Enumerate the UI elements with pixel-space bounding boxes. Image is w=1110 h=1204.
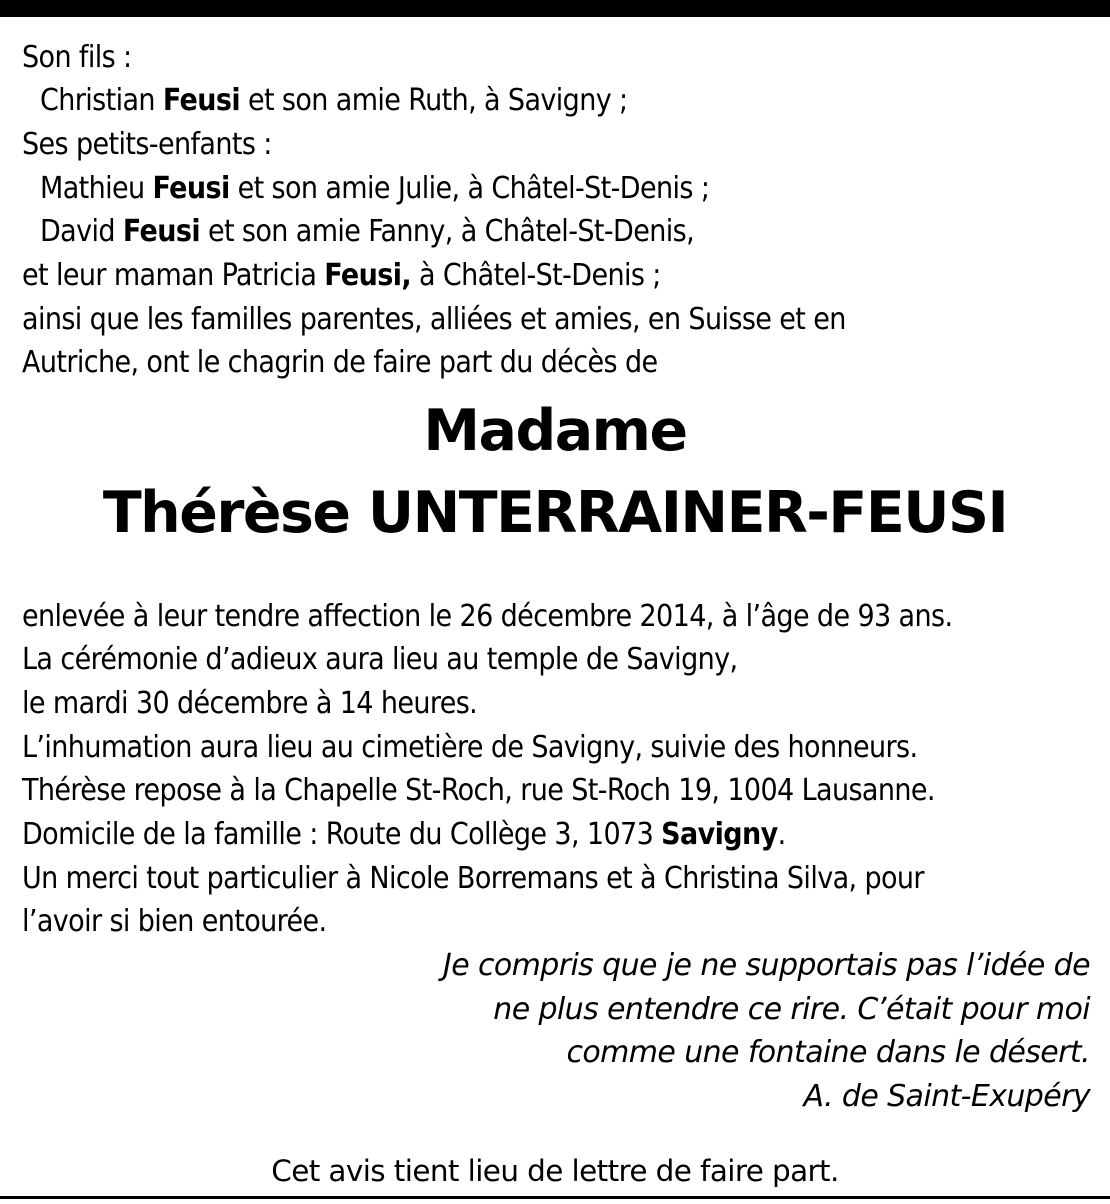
relatives-line-2: Autriche, ont le chagrin de faire part du décès de	[22, 345, 658, 380]
details-line-8: l’avoir si bien entourée.	[22, 904, 327, 939]
son-first-name: Christian	[40, 83, 163, 118]
top-border-bar	[0, 0, 1110, 17]
grandchild-entry-mathieu: Mathieu Feusi et son amie Julie, à Châtel-St-Denis ;	[40, 171, 710, 206]
grandchildren-heading: Ses petits-enfants :	[22, 127, 272, 162]
quote-line-1: Je compris que je ne supportais pas l’idée de	[442, 948, 1090, 983]
son-rest: et son amie Ruth, à Savigny ;	[240, 83, 628, 118]
quote-line-2: ne plus entendre ce rire. C’était pour moi	[493, 992, 1090, 1027]
grandchild-entry-david: David Feusi et son amie Fanny, à Châtel-St-Denis,	[40, 214, 695, 249]
footer-note: Cet avis tient lieu de lettre de faire part.	[271, 1154, 839, 1188]
son-heading: Son fils :	[22, 40, 132, 75]
bottom-border-rule	[0, 1196, 1110, 1199]
mother-entry: et leur maman Patricia Feusi, à Châtel-St-Denis ;	[22, 258, 661, 293]
deceased-salutation: Madame	[423, 398, 687, 464]
deceased-name: Thérèse UNTERRAINER-FEUSI	[102, 480, 1008, 546]
savigny-bold: Savigny	[661, 817, 778, 852]
details-line-4: L’inhumation aura lieu au cimetière de Savigny, suivie des honneurs.	[22, 730, 918, 765]
details-line-6: Domicile de la famille : Route du Collège 3, 1073 Savigny.	[22, 817, 786, 852]
son-last-name: Feusi	[162, 83, 240, 118]
quote-line-3: comme une fontaine dans le désert.	[566, 1035, 1090, 1070]
details-line-2: La cérémonie d’adieux aura lieu au temple de Savigny,	[22, 642, 738, 677]
relatives-line-1: ainsi que les familles parentes, alliées et amies, en Suisse et en	[22, 302, 846, 337]
quote-author: A. de Saint-Exupéry	[803, 1079, 1090, 1114]
details-line-1: enlevée à leur tendre affection le 26 décembre 2014, à l’âge de 93 ans.	[22, 599, 953, 634]
details-line-5: Thérèse repose à la Chapelle St-Roch, rue St-Roch 19, 1004 Lausanne.	[22, 773, 935, 808]
details-line-3: le mardi 30 décembre à 14 heures.	[22, 686, 478, 721]
details-line-7: Un merci tout particulier à Nicole Borremans et à Christina Silva, pour	[22, 861, 924, 896]
son-entry	[40, 83, 628, 119]
